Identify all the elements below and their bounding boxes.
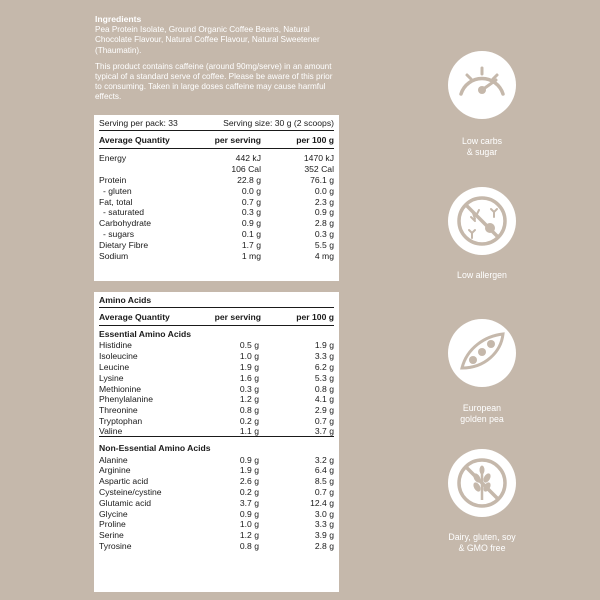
nutrient-name: Phenylalanine [99, 394, 153, 405]
serving-size: Serving size: 30 g (2 scoops) [223, 117, 334, 128]
nutrient-name: - sugars [103, 228, 135, 239]
value-per-100g: 12.4 g [310, 497, 334, 508]
value-per-serving: 1.1 g [239, 426, 259, 437]
value-per-serving: 0.3 g [239, 383, 259, 394]
value-per-100g: 0.8 g [314, 383, 334, 394]
value-per-serving: 0.3 g [241, 207, 261, 218]
table-row [99, 508, 334, 519]
table-row [99, 207, 334, 218]
nutrient-name: - gluten [103, 185, 132, 196]
value-per-100g: 3.0 g [314, 508, 334, 519]
nutrient-name: Sodium [99, 250, 129, 261]
nutrient-name: Glycine [99, 508, 128, 519]
amino-panel [94, 292, 339, 592]
value-per-100g: 3.3 g [314, 519, 334, 530]
caffeine-note: This product contains caffeine (around 90mg/serve) in an amount typical of a standard serve of coffee. Please be aware of this prior to consuming. Taken in large doses caffeine may cause harmful effects. [95, 61, 333, 102]
value-per-serving: 0.5 g [239, 340, 259, 351]
value-per-100g: 2.3 g [314, 196, 334, 207]
table-row [99, 175, 334, 186]
value-per-serving: 0.8 g [239, 540, 259, 551]
value-per-serving: 1.6 g [239, 372, 259, 383]
value-per-serving: 1.9 g [239, 465, 259, 476]
value-per-serving: 0.0 g [241, 185, 261, 196]
value-per-100g: 5.3 g [314, 372, 334, 383]
value-per-serving: 22.8 g [237, 174, 261, 185]
nutrient-name: - saturated [103, 207, 145, 218]
header-per-100g: per 100 g [296, 311, 334, 322]
value-per-100g: 4 mg [314, 250, 334, 261]
no-wheat-icon [447, 448, 517, 518]
badge-label-low-allergen: Low allergen [457, 270, 507, 280]
value-per-serving: 1.7 g [241, 239, 261, 250]
gauge-icon [447, 50, 517, 120]
value-per-serving: 0.1 g [241, 228, 261, 239]
value-per-serving: 0.9 g [239, 454, 259, 465]
value-per-100g: 0.7 g [314, 486, 334, 497]
badge-low-carbs [447, 50, 517, 120]
nutrient-name: Proline [99, 519, 126, 530]
pea-pod-icon [447, 318, 517, 388]
nutrient-name: Lysine [99, 372, 124, 383]
value-per-serving: 442 kJ [235, 153, 261, 164]
value-per-100g: 2.8 g [314, 218, 334, 229]
nutrient-name: Energy [99, 153, 127, 164]
value-per-serving: 1.0 g [239, 351, 259, 362]
value-per-serving: 106 Cal [231, 164, 261, 175]
value-per-serving: 0.2 g [239, 486, 259, 497]
no-allergen-icon [447, 186, 517, 256]
table-row [99, 340, 334, 351]
nutrient-name: Alanine [99, 454, 128, 465]
essential-rows [99, 340, 334, 437]
table-row [99, 218, 334, 229]
header-average-quantity: Average Quantity [99, 134, 170, 145]
value-per-serving: 1.2 g [239, 394, 259, 405]
table-row [99, 153, 334, 164]
value-per-serving: 3.7 g [239, 497, 259, 508]
value-per-serving: 0.9 g [241, 218, 261, 229]
table-row [99, 405, 334, 416]
table-row [99, 362, 334, 373]
table-row [99, 164, 334, 175]
nutrient-name: Valine [99, 426, 123, 437]
nutrient-name: Threonine [99, 405, 138, 416]
nutrient-name: Dietary Fibre [99, 239, 149, 250]
value-per-100g: 6.2 g [314, 361, 334, 372]
serving-info [99, 115, 334, 131]
table-row [99, 465, 334, 476]
table-row [99, 530, 334, 541]
header-per-100g: per 100 g [296, 134, 334, 145]
table-row [99, 250, 334, 261]
nutrition-header [99, 131, 334, 149]
table-row [99, 185, 334, 196]
value-per-serving: 0.9 g [239, 508, 259, 519]
value-per-100g: 0.9 g [314, 207, 334, 218]
value-per-100g: 2.9 g [314, 405, 334, 416]
value-per-serving: 1.9 g [239, 361, 259, 372]
value-per-100g: 5.5 g [314, 239, 334, 250]
value-per-serving: 0.8 g [239, 405, 259, 416]
amino-title: Amino Acids [99, 292, 334, 308]
ingredients-title: Ingredients [95, 14, 142, 24]
value-per-100g: 2.8 g [314, 540, 334, 551]
value-per-100g: 1.9 g [314, 340, 334, 351]
value-per-100g: 0.0 g [314, 185, 334, 196]
table-row [99, 416, 334, 427]
nutrient-name: Fat, total [99, 196, 133, 207]
nutrient-name: Aspartic acid [99, 476, 149, 487]
nutrient-name: Protein [99, 174, 127, 185]
header-per-serving: per serving [214, 134, 261, 145]
table-row [99, 541, 334, 552]
value-per-100g: 3.2 g [314, 454, 334, 465]
value-per-serving: 1.0 g [239, 519, 259, 530]
table-row [99, 426, 334, 437]
table-row [99, 196, 334, 207]
nutrient-name: Methionine [99, 383, 142, 394]
table-row [99, 351, 334, 362]
table-row [99, 383, 334, 394]
nutrient-name: Carbohydrate [99, 218, 152, 229]
nutrient-name: Arginine [99, 465, 131, 476]
badge-label-golden-pea: European golden pea [460, 403, 504, 424]
value-per-100g: 8.5 g [314, 476, 334, 487]
value-per-100g: 352 Cal [304, 164, 334, 175]
nutrition-rows [99, 149, 334, 261]
header-per-serving: per serving [214, 311, 261, 322]
table-row [99, 229, 334, 240]
badge-low-allergen [447, 186, 517, 256]
table-row [99, 239, 334, 250]
amino-header [99, 308, 334, 326]
value-per-serving: 0.2 g [239, 415, 259, 426]
nutrient-name: Histidine [99, 340, 132, 351]
badge-golden-pea [447, 318, 517, 388]
servings-per-pack: Serving per pack: 33 [99, 117, 178, 128]
badge-label-low-carbs: Low carbs & sugar [461, 136, 503, 157]
value-per-100g: 3.3 g [314, 351, 334, 362]
value-per-100g: 4.1 g [314, 394, 334, 405]
badge-free-from [447, 448, 517, 518]
table-row [99, 372, 334, 383]
value-per-100g: 1470 kJ [303, 153, 334, 164]
value-per-100g: 3.9 g [314, 530, 334, 541]
ingredients-text: Pea Protein Isolate, Ground Organic Coffee Beans, Natural Chocolate Flavour, Natural Coffee Flavour, Natural Sweetener (Thaumatin). [95, 25, 320, 55]
value-per-100g: 0.3 g [314, 228, 334, 239]
essential-title: Essential Amino Acids [99, 329, 192, 339]
header-average-quantity: Average Quantity [99, 311, 170, 322]
value-per-100g: 3.7 g [314, 426, 334, 437]
nutrition-panel [94, 115, 339, 281]
value-per-100g: 76.1 g [310, 174, 334, 185]
nutrient-name: Serine [99, 530, 124, 541]
value-per-serving: 1.2 g [239, 530, 259, 541]
value-per-serving: 2.6 g [239, 476, 259, 487]
nutrient-name: Tryptophan [99, 415, 143, 426]
nutrient-name: Isoleucine [99, 351, 138, 362]
value-per-100g: 0.7 g [314, 415, 334, 426]
value-per-100g: 6.4 g [314, 465, 334, 476]
nonessential-rows [99, 454, 334, 551]
table-row [99, 497, 334, 508]
table-row [99, 487, 334, 498]
nutrient-name: Glutamic acid [99, 497, 152, 508]
value-per-serving: 0.7 g [241, 196, 261, 207]
nutrient-name: Leucine [99, 361, 130, 372]
nutrient-name: Tyrosine [99, 540, 132, 551]
table-row [99, 519, 334, 530]
ingredients-block [95, 14, 335, 109]
table-row [99, 476, 334, 487]
badge-label-free-from: Dairy, gluten, soy & GMO free [448, 532, 516, 553]
nutrient-name: Cysteine/cystine [99, 486, 162, 497]
value-per-serving: 1 mg [241, 250, 261, 261]
table-row [99, 394, 334, 405]
table-row [99, 454, 334, 465]
nonessential-title: Non-Essential Amino Acids [99, 443, 211, 454]
